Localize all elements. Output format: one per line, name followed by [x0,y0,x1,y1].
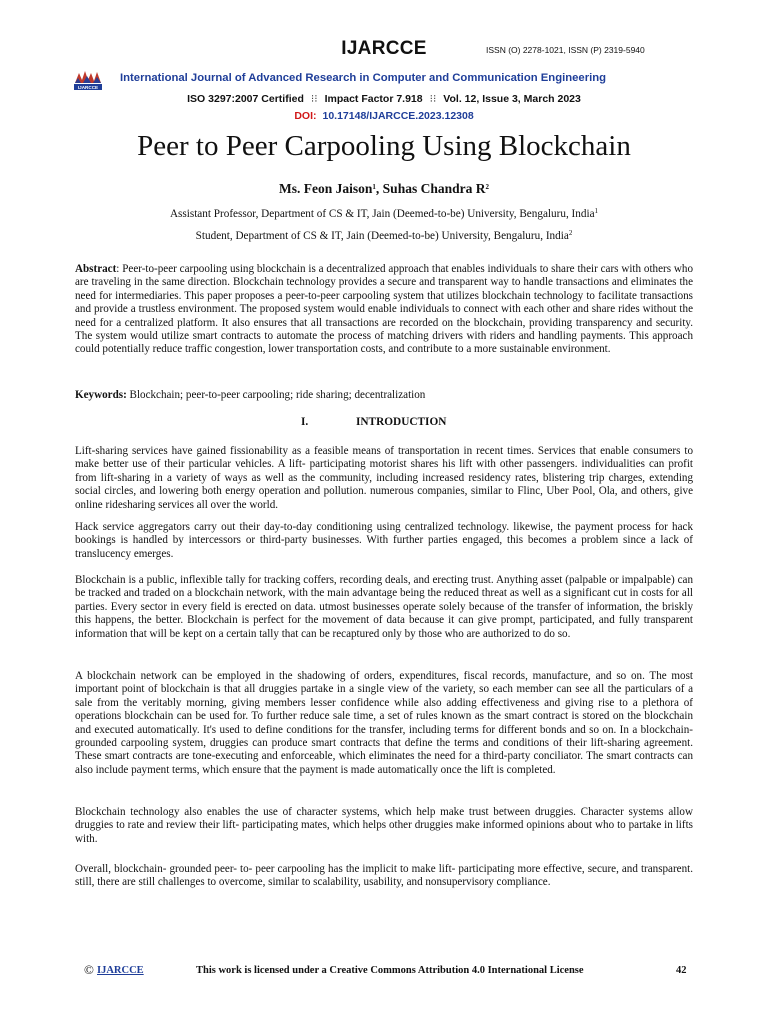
volume-issue: Vol. 12, Issue 3, March 2023 [443,93,581,105]
paper-title: Peer to Peer Carpooling Using Blockchain [137,130,631,162]
paragraph: Hack service aggregators carry out their day-to-day conditioning using centralized technology. likewise, the payment process for hack bookings is handled by intercessors or third-party businesses. With further parties engaged, this becomes a problem since a lack of translucency emerges. [75,521,693,560]
copyright-icon: © [84,962,94,977]
paragraph: Overall, blockchain- grounded peer- to- peer carpooling has the implicit to make lift- participating more effective, secure, and transparent. still, there are still challenges to overcome, similar to scalability, usability, and nonsupervisory compliance. [75,863,693,889]
section-number: I. [301,416,309,428]
affiliation-2 [0,230,768,242]
affiliation-2-text: Student, Department of CS & IT, Jain (Deemed-to-be) University, Bengaluru, India [195,230,569,242]
impact-factor: Impact Factor 7.918 [324,93,423,105]
logo-lettering: IJARCCE [77,85,99,90]
journal-logo [73,69,103,91]
issn-text: ISSN (O) 2278-1021, ISSN (P) 2319-5940 [486,45,645,55]
author-separator: , [375,181,383,196]
iso-certified: ISO 3297:2007 Certified [187,93,304,105]
section-title: INTRODUCTION [356,416,447,428]
author-1: Ms. Feon Jaison [279,181,373,196]
separator-icon: ⁝⁝ [429,93,437,105]
doi-line [0,110,768,122]
affiliation-2-sup: 2 [568,229,573,237]
paragraph: Blockchain is a public, inflexible tally for tracking coffers, recording deals, and erecting trust. Anything asset (palpable or impalpable) can be tracked and traded on a blockchain network, with the main advantage being the reduced threat as well as a significant cut in costs for all parties. Every sector in every field is erected on data. utmost businesses operate solely because of the transfer of information, the briskly this happens, the better. Blockchain is perfect for the movement of data because it can give prompt, participated, and fully transparent information that will be kept on a certain tally that can be recaptured only by those who are authorized to do so. [75,574,693,640]
keywords [75,389,693,402]
affiliation-1-text: Assistant Professor, Department of CS & IT, Jain (Deemed-to-be) University, Bengaluru, India [169,208,595,220]
affiliation-1 [0,208,768,220]
license-text: This work is licensed under a Creative Commons Attribution 4.0 International License [196,965,584,976]
certification-line [0,93,768,105]
author-1-sup: 1 [372,183,376,191]
separator-icon: ⁝⁝ [310,93,318,105]
page-number: 42 [676,965,687,976]
footer-journal-link[interactable]: IJARCCE [97,965,144,976]
author-2: Suhas Chandra R [382,181,486,196]
journal-short-name: IJARCCE [341,38,427,59]
keywords-label: Keywords: [75,389,127,401]
abstract [75,263,693,357]
doi-link[interactable]: 10.17148/IJARCCE.2023.12308 [322,110,474,122]
journal-full-name: International Journal of Advanced Research in Computer and Communication Engineering [120,72,607,84]
affiliation-1-sup: 1 [594,207,599,215]
keywords-text: Blockchain; peer-to-peer carpooling; ride sharing; decentralization [126,389,426,401]
paragraph: A blockchain network can be employed in the shadowing of orders, expenditures, fiscal records, manufacture, and so on. The most important point of blockchain is that all druggies partake in a single view of the variety, so each member can see all the particulars of a sale from the veritably morning, giving members lesser confidence while also adding effectiveness and giving rise to a plethora of operations blockchain can be used for. To further reduce sale time, a set of rules known as the smart contract is stored on the blockchain and executed automatically. It's used to define conditions for the transfer, including terms for different bonds and so on. In a blockchain-grounded carpooling system, druggies can produce smart contracts that define the terms and conditions of their lift-sharing agreement. These smart contracts are tone-executing and enforceable, which eliminates the need for a third-party conciliator. The smart contracts can also include payment terms, which ensure that the payment is made automatically once the lift is completed. [75,670,693,776]
abstract-label: Abstract [75,263,117,275]
author-2-sup: 2 [485,183,489,191]
paragraph: Blockchain technology also enables the use of character systems, which help make trust between druggies. Character systems allow druggies to rate and review their lift- participating mates, which helps other druggies make informed opinions about who to partake in lifts with. [75,806,693,845]
authors [0,181,768,197]
abstract-text: : Peer-to-peer carpooling using blockchain is a decentralized approach that enables individuals to share their cars with others who are traveling in the same direction. Blockchain technology provides a secure and transparent way to handle transactions and eliminates the need for intermediaries. This paper proposes a peer-to-peer carpooling system that utilizes blockchain technology to facilitate transactions and provide a trustless environment. The proposed system would enable individuals to connect with each other and share rides without the need for a centralized platform. It also ensures that all transactions are recorded on the blockchain, providing transparency and security. The system would utilize smart contracts to automate the process of matching drivers with riders and handling payments. This approach could potentially reduce traffic congestion, lower transportation costs, and contribute to a more sustainable environment. [75,263,693,356]
paragraph: Lift-sharing services have gained fissionability as a feasible means of transportation in recent times. Services that enable consumers to make better use of their particular vehicles. A lift- participating motorist shares his lift with other passengers. individualities can profit from lift-sharing in a variety of ways as well as the community, including increased residency rates, blistering trip charges, extending social circles, and lowering both energy operation and pollution. numerous companies, similar to Flinc, Uber Pool, Ola, and others, give online ridesharing services all over the world. [75,445,693,511]
doi-label: DOI: [294,110,317,122]
